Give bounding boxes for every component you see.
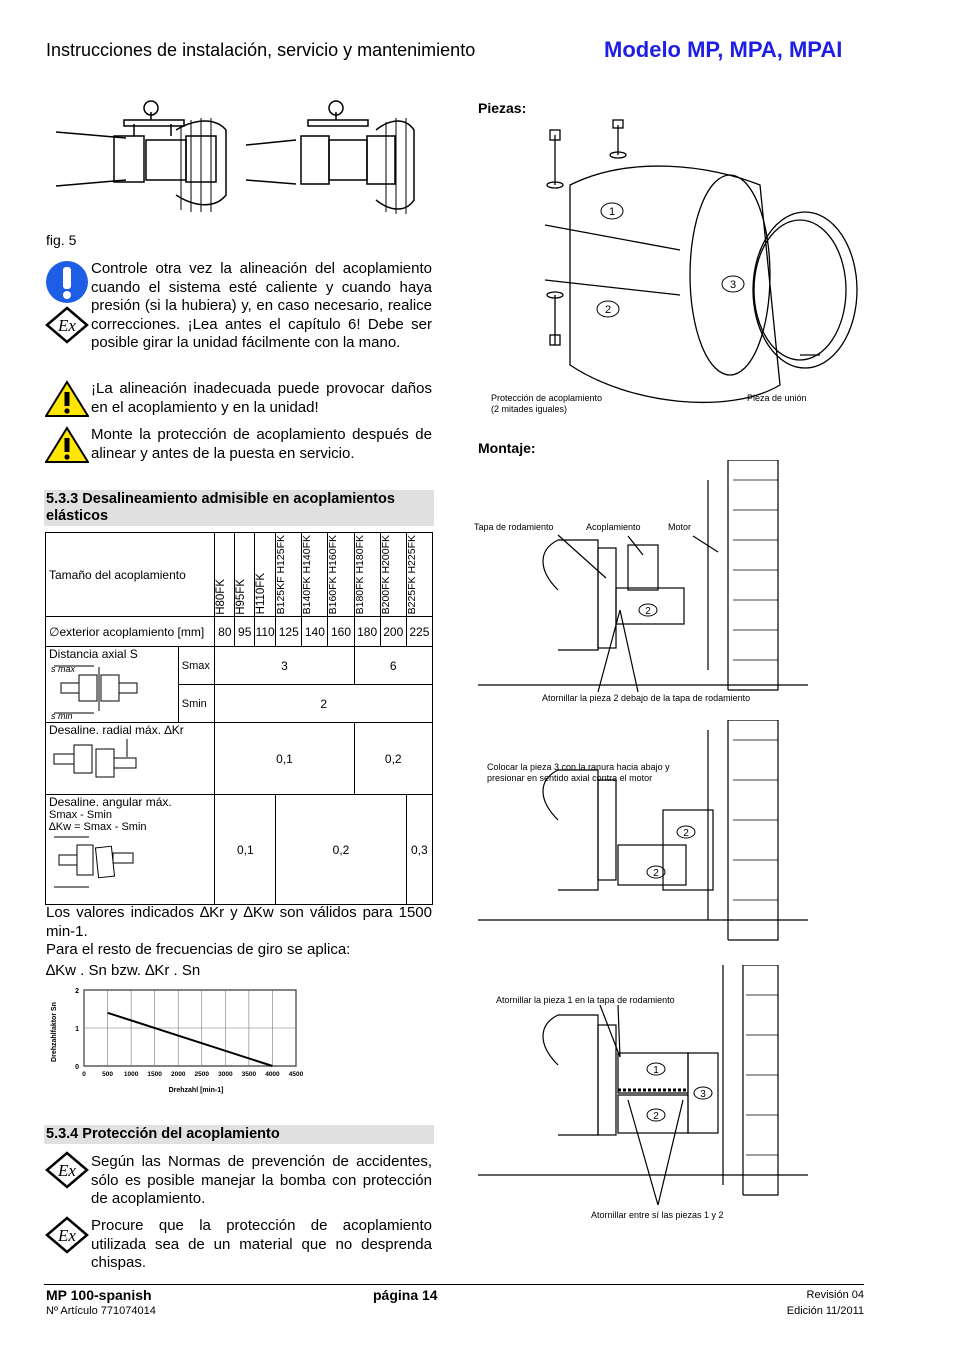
size-header: B200FK H200FK [379,535,392,615]
chart-xtick-label: 1000 [123,1071,139,1078]
section-533-heading: 5.3.3 Desalineamiento admisible en acoplamientos elásticos [44,490,434,526]
diameter-label: ∅exterior acoplamiento [mm] [46,617,215,647]
radial-label: Desaline. radial máx. ∆Kr [49,723,184,738]
step3-caption-bottom: Atornillar entre sí las piezas 1 y 2 [591,1210,724,1220]
step3-caption-top: Atornillar la pieza 1 en la tapa de rodamiento [496,995,675,1005]
diameter-cell: 95 [235,617,255,647]
size-label: Tamaño del acoplamiento [46,533,215,617]
step1-caption: Atornillar la pieza 2 debajo de la tapa de rodamiento [542,693,751,703]
chart-xtick-label: 2000 [170,1071,186,1078]
svg-text:s max: s max [51,664,76,675]
diameter-cell: 125 [276,617,302,647]
label-motor: Motor [668,522,692,532]
chart-xtick-label: 3500 [241,1071,257,1078]
footer-edition: Edición 11/2011 [786,1305,864,1317]
misalignment-table [45,532,433,905]
chart-xtick-label: 4500 [288,1071,304,1078]
chart-xtick-label: 0 [82,1071,86,1078]
label-coupling: Acoplamiento [586,522,641,532]
size-header: B160FK H160FK [327,535,340,615]
chart-ylabel: Drehzahlfaktor Sn [51,1002,58,1062]
step2-caption-2: presionar en sentido axial contra el motor [487,773,653,783]
parts-label-connector: Pieza de unión [747,393,807,403]
size-header: H80FK [215,578,228,615]
radial-value: 0,1 [215,723,354,795]
warning-triangle-icon [45,380,89,418]
header-model-title: Modelo MP, MPA, MPAI [604,37,843,62]
values-note-2: Para el resto de frecuencias de giro se aplica: [46,941,351,958]
chart-xtick-label: 4000 [265,1071,280,1078]
parts-drawing [480,115,865,415]
fig5-caption: fig. 5 [46,232,77,248]
fig5-alignment-drawing [46,100,436,225]
svg-text:s min: s min [51,711,73,720]
angular-sketch [49,833,149,891]
footer-doc: MP 100-spanish [46,1287,152,1303]
size-header: B180FK H180FK [353,535,366,615]
diameter-cell: 180 [354,617,380,647]
axial-distance-label: Distancia axial S [49,647,138,662]
chart-ytick-label: 0 [75,1064,79,1071]
part-number: 2 [645,606,651,617]
angular-value: 0,2 [276,795,407,905]
piezas-title: Piezas: [478,100,527,116]
footer-article: Nº Artículo 771074014 [46,1305,156,1317]
part-number: 3 [729,279,737,291]
step2-caption: Colocar la pieza 3 con la ranura hacia abajo y [487,762,670,772]
diameter-cell: 80 [215,617,235,647]
angular-formula: ∆Kw = Smax - Smin [49,821,147,834]
smax-value: 3 [215,647,354,685]
diameter-cell: 225 [406,617,432,647]
notice-misalignment-text: ¡La alineación inadecuada puede provocar daños en el acoplamiento y en la unidad! [91,380,432,416]
chart-xtick-label: 3000 [218,1071,233,1078]
speed-factor-chart [46,984,306,1096]
size-header: B125KF H125FK [275,535,288,615]
values-note: Los valores indicados ∆Kr y ∆Kw son válidos para 1500 min-1. [46,904,432,940]
assembly-step1-drawing [478,460,818,705]
header-left-title: Instrucciones de instalación, servicio y mantenimiento [46,40,476,60]
warning-triangle-icon [45,426,89,464]
radial-value: 0,2 [354,723,432,795]
size-header: B140FK H140FK [301,535,314,615]
label-bearing-cover: Tapa de rodamiento [474,522,554,532]
exclamation-icon [45,260,89,304]
section-534-heading: 5.3.4 Protección del acoplamiento [44,1125,434,1144]
axial-distance-sketch [49,661,159,719]
diameter-cell: 110 [255,617,276,647]
parts-label-guard: Protección de acoplamiento [491,393,603,403]
part-number: 2 [604,304,612,316]
parts-label-guard-note: (2 mitades iguales) [491,404,568,414]
part-number: 1 [608,206,616,218]
chart-xlabel: Drehzahl [min-1] [168,1087,224,1094]
part-number: 3 [700,1089,706,1100]
part-number: 2 [683,828,689,839]
footer-divider [44,1284,864,1285]
notice-guard-required-text: Según las Normas de prevención de accidentes, sólo es posible manejar la bomba con protección de acoplamiento. [91,1153,432,1207]
part-number: 2 [653,868,659,879]
diameter-cell: 160 [328,617,354,647]
chart-xtick-label: 1500 [147,1071,162,1078]
diameter-cell: 200 [380,617,406,647]
svg-text:Ex: Ex [58,1226,76,1245]
chart-xtick-label: 500 [102,1071,113,1078]
part-number: 1 [653,1065,659,1076]
notice-guard-mount-text: Monte la protección de acoplamiento después de alinear y antes de la puesta en servicio. [91,426,432,462]
chart-ytick-label: 2 [75,988,79,995]
size-header: H110FK [255,573,268,615]
smax-label: Smax [178,647,215,685]
smin-value: 2 [215,685,433,723]
size-header: H95FK [235,578,248,615]
values-formula: ∆Kw . Sn bzw. ∆Kr . Sn [46,962,201,979]
svg-text:Ex: Ex [58,1161,76,1180]
ex-atex-icon [45,1151,89,1189]
notice-realign-text: Controle otra vez la alineación del acoplamiento cuando el sistema esté caliente y cuando haya presión (si la hubiera) y, en caso necesario, realice correcciones. ¡Lea antes el capítulo 6! Debe ser posible girar la unidad fácilmente con la mano. [91,260,432,351]
chart-ytick-label: 1 [75,1026,79,1033]
part-number: 2 [653,1111,659,1122]
assembly-step2-drawing [478,720,818,945]
chart-xtick-label: 2500 [194,1071,210,1078]
montaje-title: Montaje: [478,440,536,456]
radial-sketch [49,737,149,785]
footer-revision: Revisión 04 [806,1289,864,1301]
notice-nonspark-text: Procure que la protección de acoplamiento utilizada sea de un material que no desprenda chispas. [91,1217,432,1271]
diameter-cell: 140 [302,617,328,647]
size-header: B225FK H225FK [405,535,418,615]
angular-formula: Smax - Smin [49,809,112,822]
smax-value: 6 [354,647,432,685]
angular-value: 0,3 [406,795,432,905]
angular-value: 0,1 [215,795,276,905]
footer-page: página 14 [373,1287,438,1303]
angular-label: Desaline. angular máx. [49,795,172,810]
ex-atex-icon [45,1216,89,1254]
ex-atex-icon [45,306,89,344]
svg-text:Ex: Ex [58,316,76,335]
smin-label: Smin [178,685,215,723]
